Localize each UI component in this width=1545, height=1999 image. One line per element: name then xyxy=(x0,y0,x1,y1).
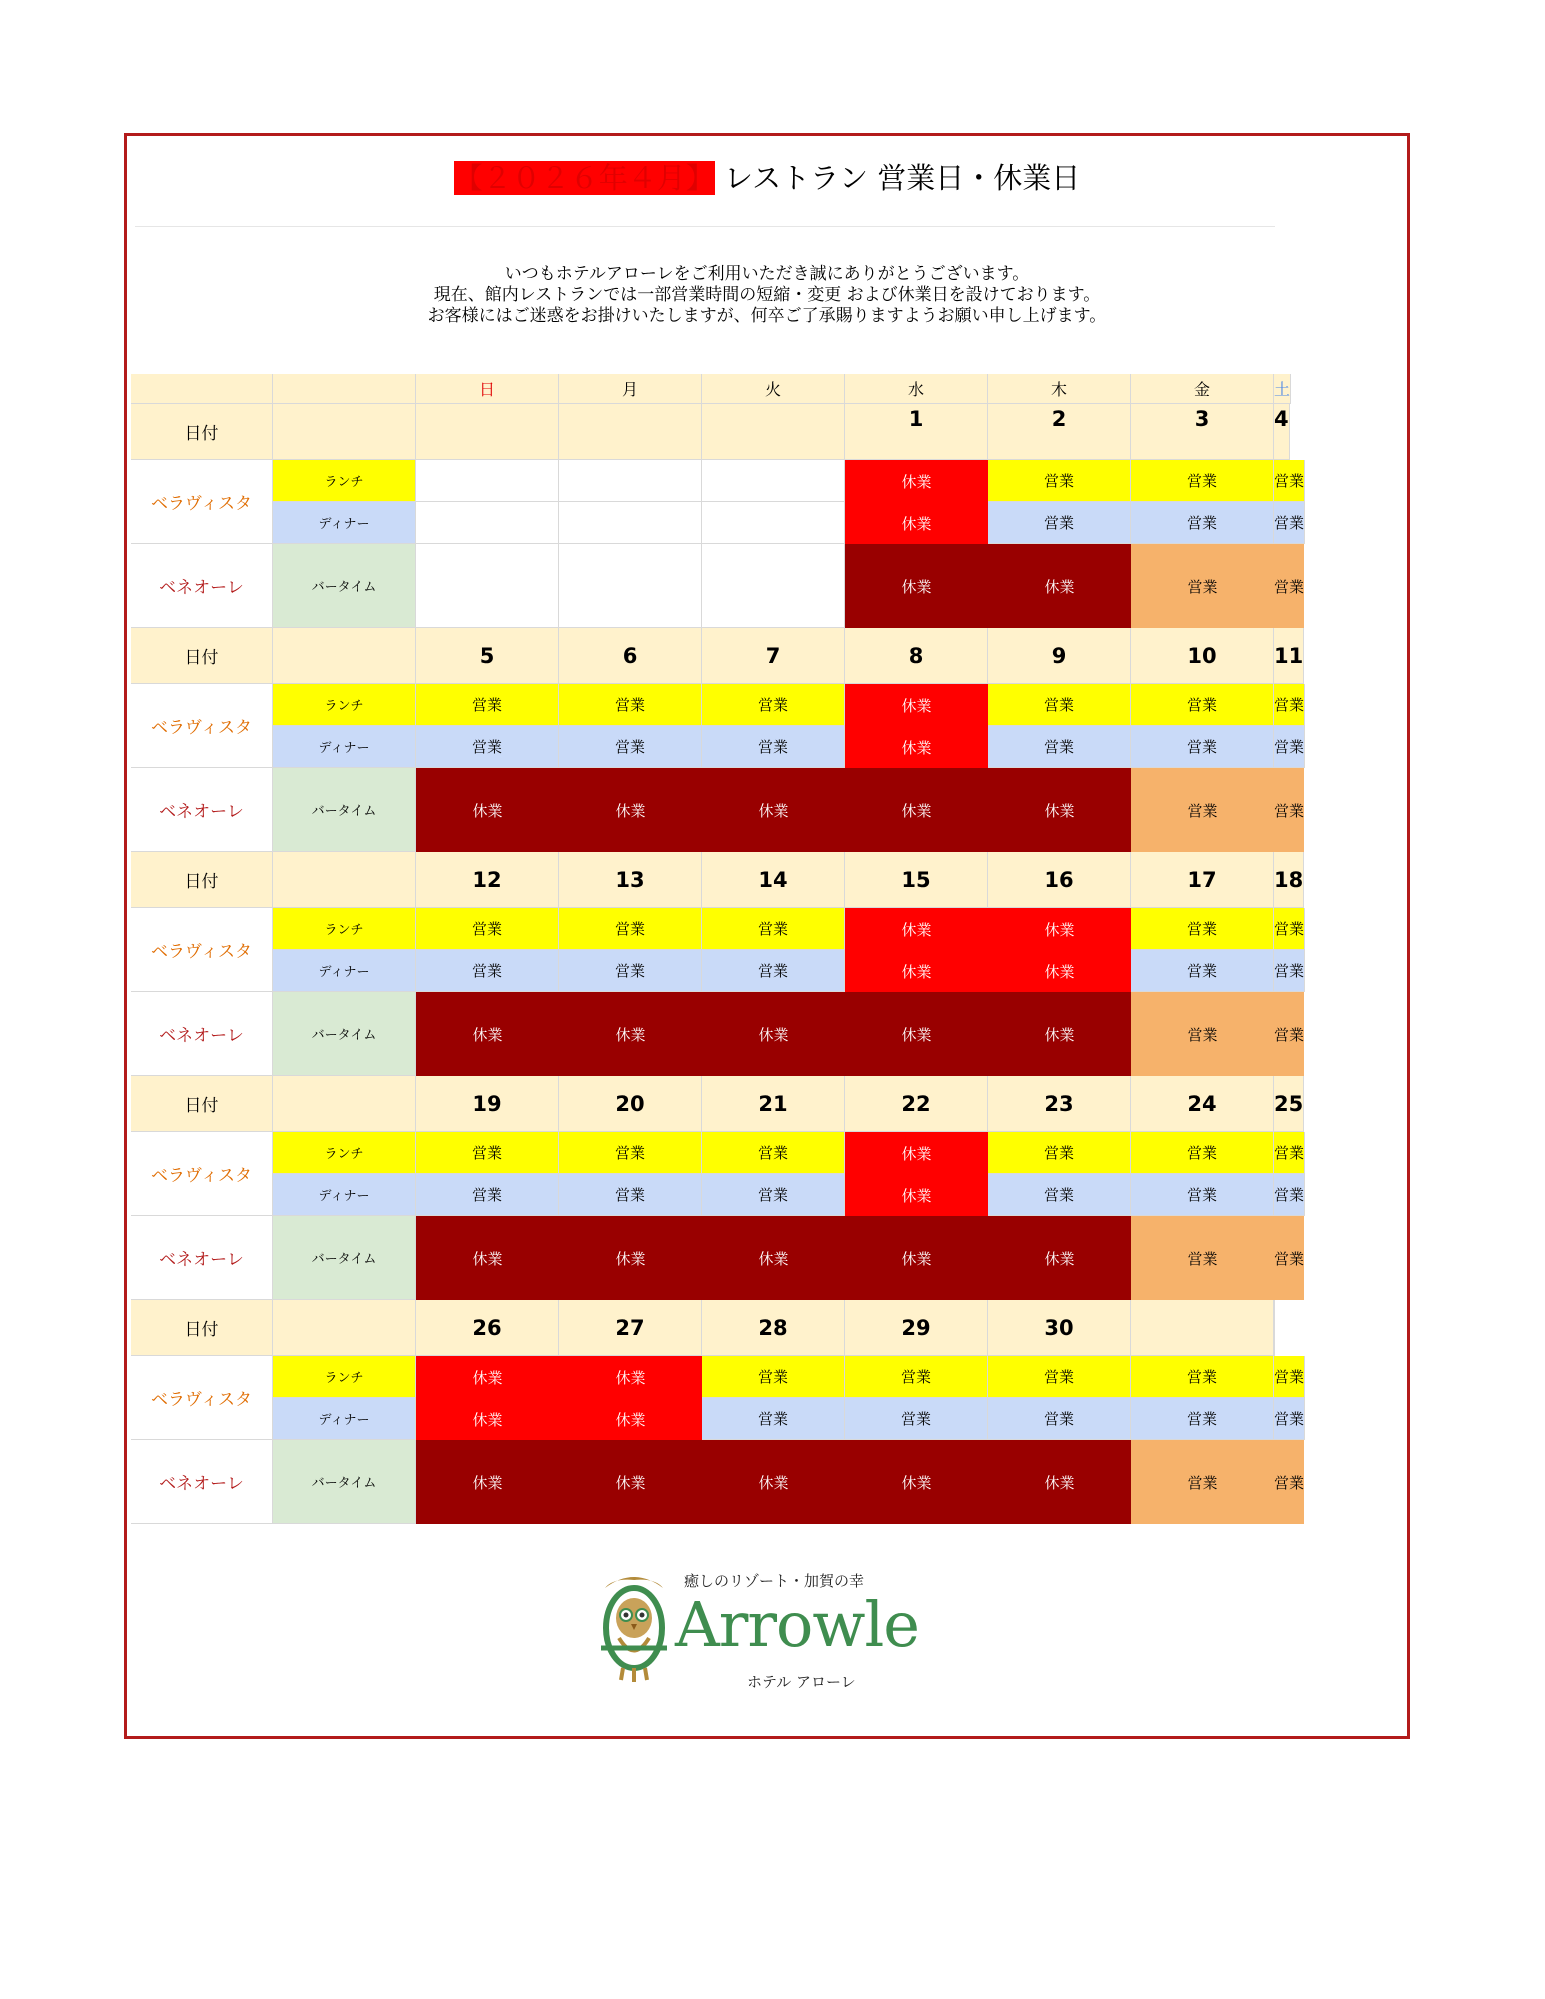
status-dinner: 営業 xyxy=(1131,502,1274,544)
status-dinner: 営業 xyxy=(1274,1174,1305,1216)
restaurant-bellavista: ベラヴィスタ xyxy=(131,460,273,544)
status-lunch: 営業 xyxy=(988,1132,1131,1174)
status-dinner: 休業 xyxy=(416,1398,559,1440)
calendar-date: 1 xyxy=(845,404,988,460)
service-lunch: ランチ xyxy=(273,908,416,950)
status-dinner xyxy=(416,502,559,544)
status-lunch: 営業 xyxy=(1131,1132,1274,1174)
status-dinner: 営業 xyxy=(559,726,702,768)
status-dinner: 営業 xyxy=(702,1398,845,1440)
status-lunch: 営業 xyxy=(416,908,559,950)
status-bar: 休業 xyxy=(559,1440,702,1524)
weekday-header: 金 xyxy=(1131,374,1274,404)
logo-subtitle: ホテル アローレ xyxy=(747,1673,856,1691)
service-bar: バータイム xyxy=(273,1216,416,1300)
status-lunch: 休業 xyxy=(845,460,988,502)
calendar-date: 9 xyxy=(988,628,1131,684)
status-lunch: 休業 xyxy=(559,1356,702,1398)
status-dinner: 営業 xyxy=(1274,726,1305,768)
page-title xyxy=(127,158,1407,198)
calendar-date: 24 xyxy=(1131,1076,1274,1132)
status-bar: 休業 xyxy=(416,1216,559,1300)
title-month: 【２０２６年４月】 xyxy=(453,161,715,195)
calendar-date: 4 xyxy=(1274,404,1290,460)
status-lunch: 営業 xyxy=(1274,684,1305,726)
calendar-date: 16 xyxy=(988,852,1131,908)
status-dinner: 営業 xyxy=(1131,726,1274,768)
weekday-header: 土 xyxy=(1274,374,1291,404)
calendar-date: 29 xyxy=(845,1300,988,1356)
status-lunch: 休業 xyxy=(416,1356,559,1398)
status-lunch: 営業 xyxy=(1131,460,1274,502)
status-dinner: 営業 xyxy=(702,1174,845,1216)
calendar-date: 23 xyxy=(988,1076,1131,1132)
title-divider xyxy=(135,226,1275,227)
date-label-blank xyxy=(273,852,416,908)
restaurant-benaure: ベネオーレ xyxy=(131,992,273,1076)
calendar-date: 3 xyxy=(1131,404,1274,460)
status-dinner: 営業 xyxy=(416,950,559,992)
calendar-date xyxy=(1131,1300,1274,1356)
restaurant-bellavista: ベラヴィスタ xyxy=(131,684,273,768)
notice-text xyxy=(127,264,1407,327)
restaurant-benaure: ベネオーレ xyxy=(131,544,273,628)
status-lunch xyxy=(702,460,845,502)
service-dinner: ディナー xyxy=(273,502,416,544)
status-dinner: 営業 xyxy=(988,502,1131,544)
status-bar: 営業 xyxy=(1131,1216,1274,1300)
calendar-date: 20 xyxy=(559,1076,702,1132)
status-lunch: 営業 xyxy=(1131,1356,1274,1398)
status-lunch: 営業 xyxy=(1274,460,1305,502)
status-bar: 営業 xyxy=(1131,544,1274,628)
calendar-date: 28 xyxy=(702,1300,845,1356)
date-label-blank xyxy=(273,404,416,460)
calendar-date: 10 xyxy=(1131,628,1274,684)
status-lunch: 営業 xyxy=(988,1356,1131,1398)
status-bar: 休業 xyxy=(559,992,702,1076)
weekday-header: 火 xyxy=(702,374,845,404)
service-bar: バータイム xyxy=(273,768,416,852)
calendar-date: 25 xyxy=(1274,1076,1304,1132)
status-dinner: 休業 xyxy=(559,1398,702,1440)
calendar-date: 27 xyxy=(559,1300,702,1356)
status-bar: 休業 xyxy=(988,992,1131,1076)
status-lunch: 営業 xyxy=(559,684,702,726)
service-bar: バータイム xyxy=(273,544,416,628)
weekday-header-blank xyxy=(273,374,416,404)
calendar-date xyxy=(559,404,702,460)
restaurant-benaure: ベネオーレ xyxy=(131,768,273,852)
date-label: 日付 xyxy=(131,628,273,684)
calendar-date: 30 xyxy=(988,1300,1131,1356)
service-dinner: ディナー xyxy=(273,1174,416,1216)
status-bar: 休業 xyxy=(702,768,845,852)
restaurant-bellavista: ベラヴィスタ xyxy=(131,1132,273,1216)
status-bar: 営業 xyxy=(1131,992,1274,1076)
status-bar: 休業 xyxy=(988,1216,1131,1300)
status-lunch: 営業 xyxy=(702,1356,845,1398)
date-label-blank xyxy=(273,1300,416,1356)
calendar-date: 21 xyxy=(702,1076,845,1132)
restaurant-bellavista: ベラヴィスタ xyxy=(131,908,273,992)
weekday-header-blank xyxy=(131,374,273,404)
notice-line: いつもホテルアローレをご利用いただき誠にありがとうございます。 xyxy=(504,264,1030,284)
weekday-header: 日 xyxy=(416,374,559,404)
calendar-date xyxy=(702,404,845,460)
logo-brand: Arrowle xyxy=(675,1588,919,1661)
service-lunch: ランチ xyxy=(273,1132,416,1174)
calendar-date: 18 xyxy=(1274,852,1304,908)
date-label-blank xyxy=(273,628,416,684)
calendar-date: 7 xyxy=(702,628,845,684)
service-lunch: ランチ xyxy=(273,684,416,726)
status-dinner: 営業 xyxy=(559,950,702,992)
status-lunch: 営業 xyxy=(702,1132,845,1174)
owl-icon xyxy=(595,1568,673,1688)
status-lunch: 営業 xyxy=(702,684,845,726)
status-bar: 営業 xyxy=(1274,544,1304,628)
status-bar: 休業 xyxy=(559,768,702,852)
date-label: 日付 xyxy=(131,852,273,908)
status-bar: 休業 xyxy=(845,1440,988,1524)
restaurant-bellavista: ベラヴィスタ xyxy=(131,1356,273,1440)
status-bar: 営業 xyxy=(1131,768,1274,852)
status-bar: 営業 xyxy=(1274,992,1304,1076)
status-lunch: 休業 xyxy=(845,1132,988,1174)
status-dinner: 営業 xyxy=(702,726,845,768)
status-lunch: 営業 xyxy=(845,1356,988,1398)
notice-line: お客様にはご迷惑をお掛けいたしますが、何卒ご了承賜りますようお願い申し上げます。 xyxy=(427,306,1107,326)
status-bar: 休業 xyxy=(416,768,559,852)
status-lunch: 営業 xyxy=(416,684,559,726)
status-lunch: 休業 xyxy=(988,908,1131,950)
calendar-date: 26 xyxy=(416,1300,559,1356)
status-bar xyxy=(559,544,702,628)
status-dinner: 営業 xyxy=(1131,1398,1274,1440)
status-bar: 休業 xyxy=(988,768,1131,852)
status-bar: 休業 xyxy=(845,992,988,1076)
status-dinner: 営業 xyxy=(559,1174,702,1216)
status-bar: 休業 xyxy=(845,768,988,852)
calendar-date: 12 xyxy=(416,852,559,908)
status-lunch: 営業 xyxy=(1131,908,1274,950)
status-dinner: 休業 xyxy=(845,502,988,544)
date-label: 日付 xyxy=(131,1076,273,1132)
title-main: レストラン 営業日・休業日 xyxy=(723,161,1081,195)
status-dinner: 営業 xyxy=(416,1174,559,1216)
status-dinner: 営業 xyxy=(988,726,1131,768)
status-bar: 休業 xyxy=(845,1216,988,1300)
calendar-date xyxy=(1274,1300,1275,1356)
service-bar: バータイム xyxy=(273,992,416,1076)
weekday-header: 木 xyxy=(988,374,1131,404)
calendar-date: 19 xyxy=(416,1076,559,1132)
calendar-date: 2 xyxy=(988,404,1131,460)
status-lunch: 営業 xyxy=(702,908,845,950)
status-dinner: 営業 xyxy=(1131,950,1274,992)
status-dinner: 営業 xyxy=(988,1174,1131,1216)
status-bar: 休業 xyxy=(988,544,1131,628)
status-dinner xyxy=(559,502,702,544)
status-dinner: 営業 xyxy=(416,726,559,768)
notice-line: 現在、館内レストランでは一部営業時間の短縮・変更 および休業日を設けております。 xyxy=(433,285,1101,305)
status-lunch: 営業 xyxy=(988,684,1131,726)
logo-tagline: 癒しのリゾート・加賀の幸 xyxy=(684,1572,865,1590)
date-label: 日付 xyxy=(131,404,273,460)
status-bar: 休業 xyxy=(845,544,988,628)
calendar-date: 13 xyxy=(559,852,702,908)
status-lunch xyxy=(416,460,559,502)
date-label: 日付 xyxy=(131,1300,273,1356)
hotel-logo xyxy=(595,1568,955,1698)
status-lunch: 営業 xyxy=(1274,1356,1305,1398)
status-dinner xyxy=(702,502,845,544)
status-bar: 休業 xyxy=(988,1440,1131,1524)
status-bar: 営業 xyxy=(1274,1216,1304,1300)
status-dinner: 営業 xyxy=(1274,502,1305,544)
status-bar: 休業 xyxy=(416,992,559,1076)
status-bar: 休業 xyxy=(559,1216,702,1300)
calendar-date: 15 xyxy=(845,852,988,908)
calendar-date: 11 xyxy=(1274,628,1304,684)
status-dinner: 休業 xyxy=(988,950,1131,992)
status-lunch: 営業 xyxy=(1274,908,1305,950)
service-dinner: ディナー xyxy=(273,950,416,992)
status-dinner: 休業 xyxy=(845,950,988,992)
status-lunch: 営業 xyxy=(559,908,702,950)
service-dinner: ディナー xyxy=(273,1398,416,1440)
status-bar xyxy=(416,544,559,628)
status-lunch: 営業 xyxy=(1131,684,1274,726)
status-bar: 休業 xyxy=(702,992,845,1076)
status-lunch: 営業 xyxy=(559,1132,702,1174)
calendar-date: 22 xyxy=(845,1076,988,1132)
date-label-blank xyxy=(273,1076,416,1132)
calendar-date: 5 xyxy=(416,628,559,684)
service-dinner: ディナー xyxy=(273,726,416,768)
status-dinner: 営業 xyxy=(988,1398,1131,1440)
weekday-header: 水 xyxy=(845,374,988,404)
status-bar: 営業 xyxy=(1131,1440,1274,1524)
status-dinner: 営業 xyxy=(702,950,845,992)
status-lunch: 休業 xyxy=(845,908,988,950)
status-dinner: 営業 xyxy=(845,1398,988,1440)
calendar-date: 8 xyxy=(845,628,988,684)
service-lunch: ランチ xyxy=(273,460,416,502)
status-bar: 営業 xyxy=(1274,768,1304,852)
calendar-date: 6 xyxy=(559,628,702,684)
weekday-header: 月 xyxy=(559,374,702,404)
status-dinner: 休業 xyxy=(845,726,988,768)
restaurant-benaure: ベネオーレ xyxy=(131,1216,273,1300)
status-lunch: 営業 xyxy=(988,460,1131,502)
schedule-frame xyxy=(124,133,1410,1739)
calendar-date: 14 xyxy=(702,852,845,908)
service-bar: バータイム xyxy=(273,1440,416,1524)
status-dinner: 営業 xyxy=(1274,1398,1305,1440)
status-lunch: 営業 xyxy=(416,1132,559,1174)
status-bar: 営業 xyxy=(1274,1440,1304,1524)
status-lunch: 休業 xyxy=(845,684,988,726)
status-bar: 休業 xyxy=(702,1216,845,1300)
status-lunch: 営業 xyxy=(1274,1132,1305,1174)
status-dinner: 営業 xyxy=(1274,950,1305,992)
calendar-date xyxy=(416,404,559,460)
restaurant-benaure: ベネオーレ xyxy=(131,1440,273,1524)
status-bar: 休業 xyxy=(702,1440,845,1524)
calendar-date: 17 xyxy=(1131,852,1274,908)
status-bar: 休業 xyxy=(416,1440,559,1524)
status-dinner: 休業 xyxy=(845,1174,988,1216)
status-lunch xyxy=(559,460,702,502)
service-lunch: ランチ xyxy=(273,1356,416,1398)
status-bar xyxy=(702,544,845,628)
status-dinner: 営業 xyxy=(1131,1174,1274,1216)
